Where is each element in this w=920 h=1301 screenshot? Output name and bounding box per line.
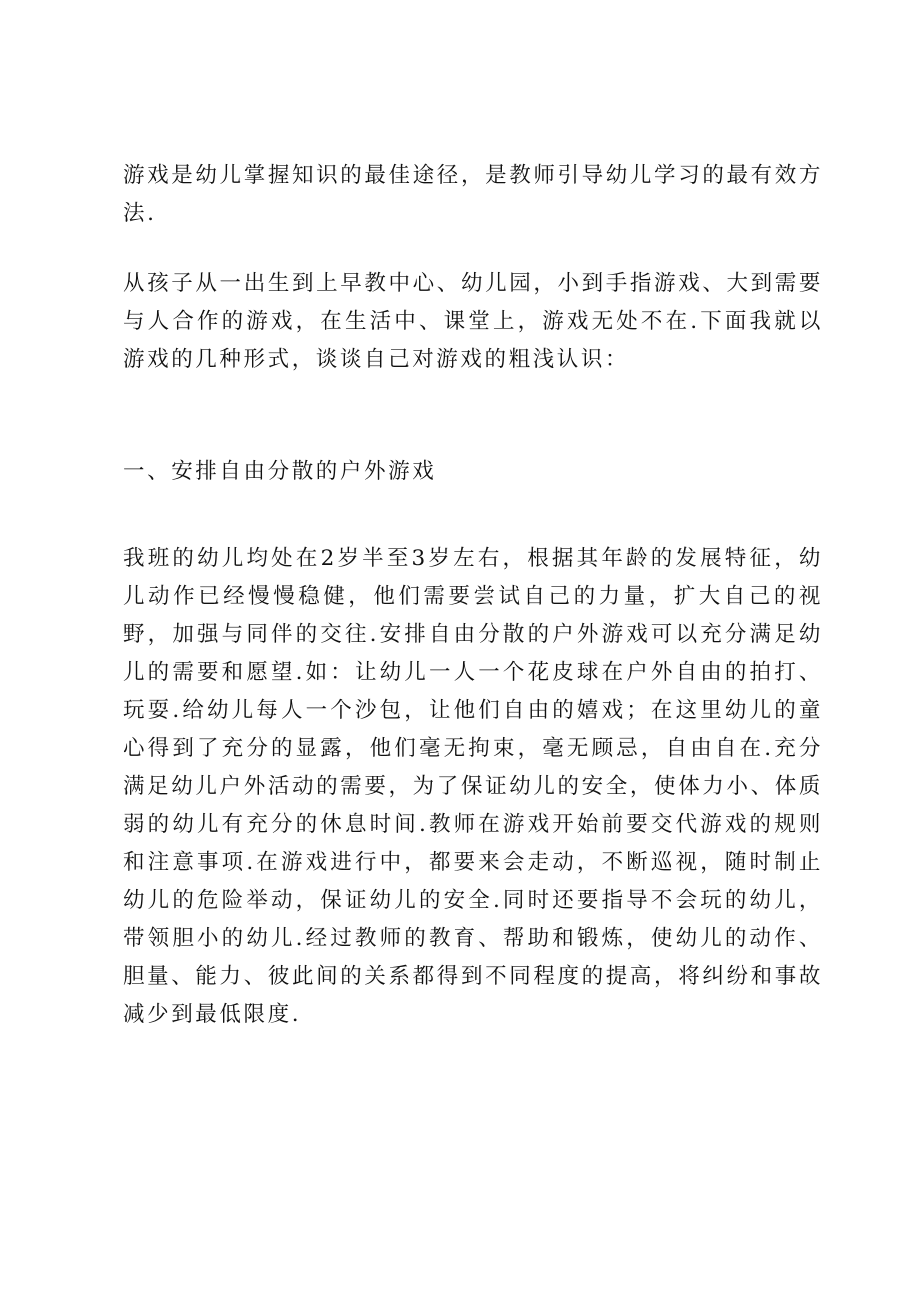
section-body-paragraph: 我班的幼儿均处在2岁半至3岁左右，根据其年龄的发展特征，幼儿动作已经慢慢稳健，他们需要尝试自己的力量，扩大自己的视野，加强与同伴的交往.安排自由分散的户外游戏可以充分满足幼儿的需要和愿望.如：让幼儿一人一个花皮球在户外自由的拍打、玩耍.给幼儿每人一个沙包，让他们自由的嬉戏；在这里幼儿的童心得到了充分的显露，他们毫无拘束，毫无顾忌，自由自在.充分满足幼儿户外活动的需要，为了保证幼儿的安全，使体力小、体质弱的幼儿有充分的休息时间.教师在游戏开始前要交代游戏的规则和注意事项.在游戏进行中，都要来会走动，不断巡视，随时制止幼儿的危险举动，保证幼儿的安全.同时还要指导不会玩的幼儿，带领胆小的幼儿.经过教师的教育、帮助和锻炼，使幼儿的动作、胆量、能力、彼此间的关系都得到不同程度的提高，将纠纷和事故减少到最低限度.	[123, 546, 823, 1027]
context-paragraph: 从孩子从一出生到上早教中心、幼儿园，小到手指游戏、大到需要与人合作的游戏，在生活中、课堂上，游戏无处不在.下面我就以游戏的几种形式，谈谈自己对游戏的粗浅认识：	[123, 271, 823, 372]
intro-paragraph: 游戏是幼儿掌握知识的最佳途径，是教师引导幼儿学习的最有效方法.	[123, 163, 823, 226]
section-heading: 一、安排自由分散的户外游戏	[123, 459, 437, 484]
